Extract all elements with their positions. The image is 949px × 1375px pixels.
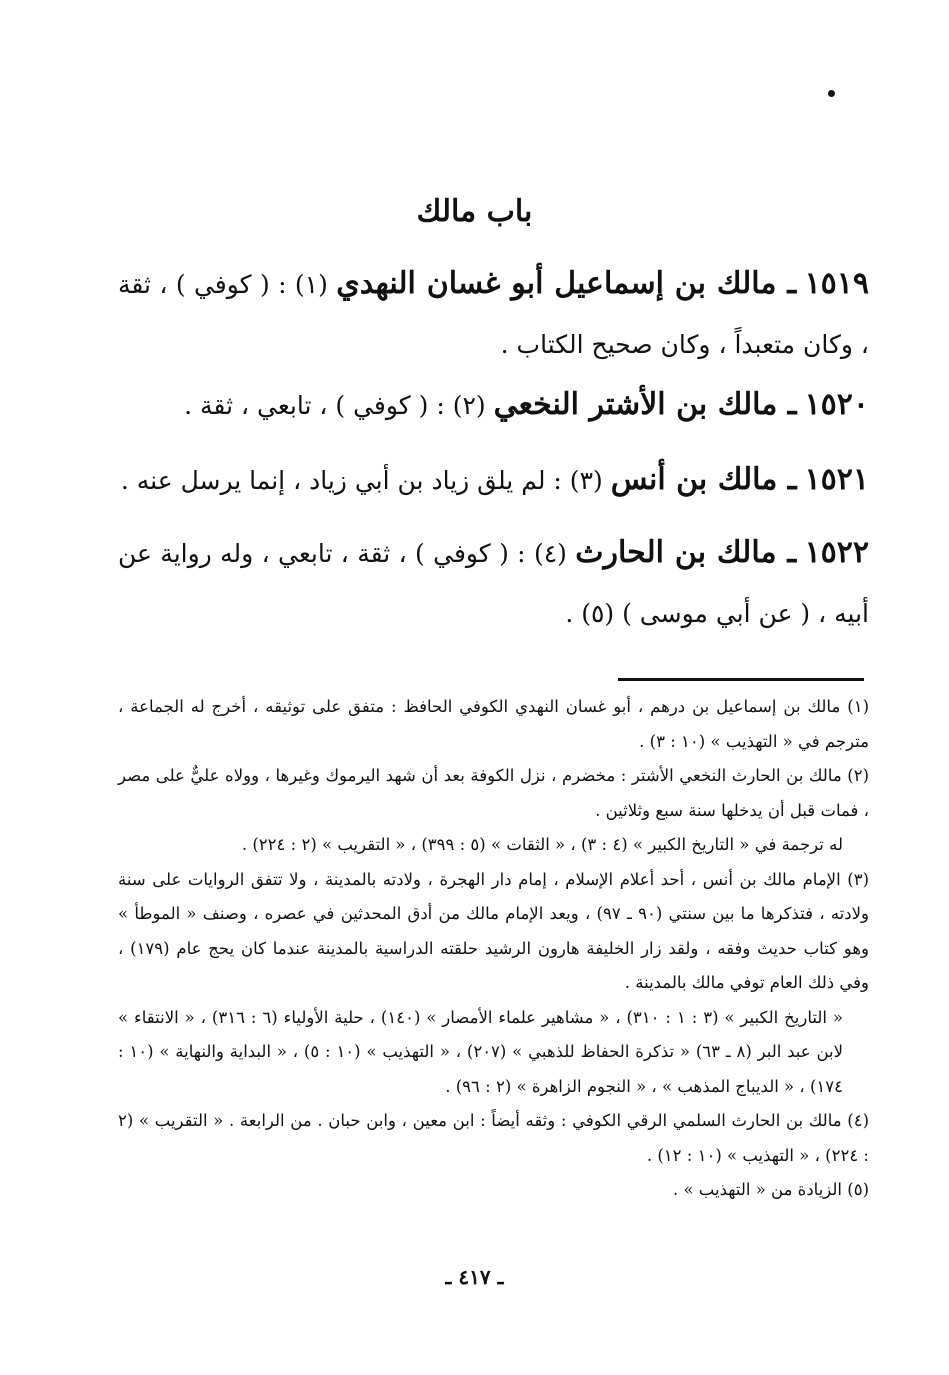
footnote-ref: (١)	[294, 270, 328, 299]
entry-text: : ( كوفي ) ، تابعي ، ثقة .	[184, 391, 445, 420]
entry-text: : ( كوفي ) ، ثقة ، وكان متعبداً ، وكان صحيح الكتاب .	[118, 270, 869, 359]
entry-1519: ١٥١٩ ـ مالك بن إسماعيل أبو غسان النهدي (١) : ( كوفي ) ، ثقة ، وكان متعبداً ، وكان صحيح الكتاب .	[118, 266, 870, 359]
entry-number: ١٥٢١	[804, 462, 869, 497]
entry-1522: ١٥٢٢ ـ مالك بن الحارث (٤) : ( كوفي ) ، ثقة ، تابعي ، وله رواية عن أبيه ، ( عن أبي موسى ) (٥) .	[118, 535, 870, 628]
entry-name: مالك بن إسماعيل أبو غسان النهدي	[336, 266, 777, 301]
footnote-ref: (٣)	[569, 466, 603, 495]
footnote-2: (٢) مالك بن الحارث النخعي الأشتر : مخضرم ، نزل الكوفة بعد أن شهد اليرموك وغيرها ، وولاه عليٌّ على مصر ، فمات قبل أن يدخلها سنة سبع وثلاثين .	[118, 766, 869, 820]
entry-number: ١٥١٩	[804, 266, 870, 301]
entry-text: : لم يلق زياد بن أبي زياد ، إنما يرسل عنه .	[120, 466, 562, 495]
entry-1520: ١٥٢٠ ـ مالك بن الأشتر النخعي (٢) : ( كوفي ) ، تابعي ، ثقة .	[184, 387, 869, 422]
footnote-separator	[618, 678, 864, 681]
chapter-title: باب مالك	[416, 194, 533, 229]
ink-dot	[828, 90, 835, 97]
footnote-2-sources: له ترجمة في « التاريخ الكبير » (٤ : ٣) ، « الثقات » (٥ : ٣٩٩) ، « التقريب » (٢ : ٢٢٤) .	[241, 835, 843, 854]
footnote-3: (٣) الإمام مالك بن أنس ، أحد أعلام الإسلام ، إمام دار الهجرة ، ولادته بالمدينة ، ولا تتفق الروايات على سنة ولادته ، فتذكرها ما بين سنتي (٩٠ ـ ٩٧) ، ويعد الإمام مالك من أدق المحدثين في عصره ، وصنف « الموطأ » وهو كتاب حديث وفقه ، ولقد زار الخليفة هارون الرشيد حلقته الدراسية بالمدينة عندما كان يحج عام (١٧٩) ، وفي ذلك العام توفي مالك بالمدينة .	[118, 869, 869, 992]
entry-1521: ١٥٢١ ـ مالك بن أنس (٣) : لم يلق زياد بن أبي زياد ، إنما يرسل عنه .	[120, 462, 869, 497]
footnote-3-sources: « التاريخ الكبير » (٣ : ١ : ٣١٠) ، « مشاهير علماء الأمصار » (١٤٠) ، حلية الأولياء (٦ : ٣١٦) ، « الانتقاء » لابن عبد البر (٨ ـ ٦٣) « تذكرة الحفاظ للذهبي » (٢٠٧) ، « التهذيب » (١٠ : ٥) ، « البداية والنهاية » (١٠ : ١٧٤) ، « الديباج المذهب » ، « النجوم الزاهرة » (٢ : ٩٦) .	[118, 1007, 844, 1096]
footnote-5: (٥) الزيادة من « التهذيب » .	[672, 1180, 869, 1199]
entry-number: ١٥٢٢	[804, 535, 870, 570]
page-number: ـ ٤١٧ ـ	[445, 1265, 504, 1289]
footnote-4: (٤) مالك بن الحارث السلمي الرقي الكوفي : وثقه أيضاً : ابن معين ، وابن حبان . من الرابعة . « التقريب » (٢ : ٢٢٤) ، « التهذيب » (١٠ : ١٢) .	[118, 1111, 869, 1165]
footnote-ref: (٤)	[533, 539, 567, 568]
entry-name: مالك بن أنس	[610, 462, 778, 497]
entry-text: : ( كوفي ) ، ثقة ، تابعي ، وله رواية عن أبيه ، ( عن أبي موسى ) (٥) .	[118, 539, 869, 628]
footnotes	[118, 690, 869, 1208]
entry-name: مالك بن الحارث	[575, 535, 777, 570]
entry-name: مالك بن الأشتر النخعي	[493, 387, 778, 422]
entry-number: ١٥٢٠	[804, 387, 869, 422]
footnote-1: (١) مالك بن إسماعيل بن درهم ، أبو غسان النهدي الكوفي الحافظ : متفق على توثيقه ، أخرج له الجماعة ، مترجم في « التهذيب » (١٠ : ٣) .	[118, 697, 869, 751]
footnote-ref: (٢)	[452, 391, 486, 420]
